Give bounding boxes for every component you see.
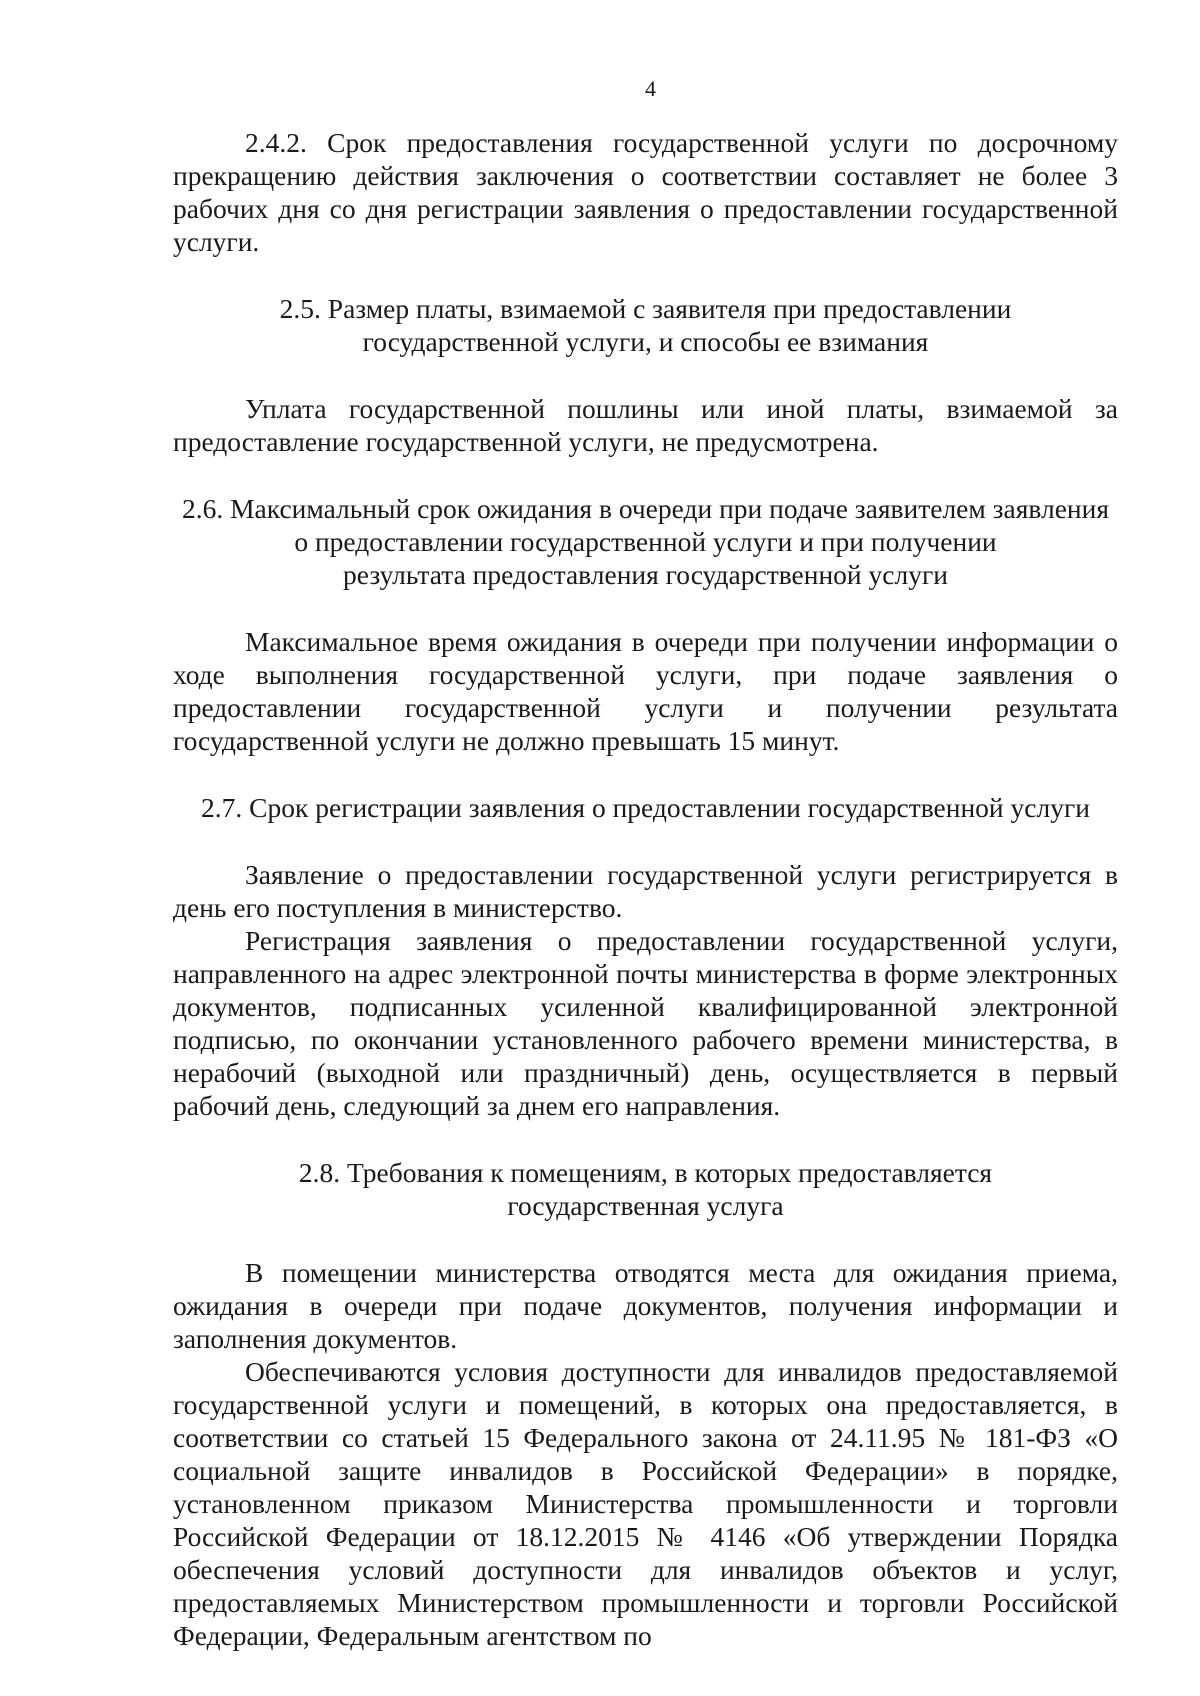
paragraph-2-8-2: Обеспечиваются условия доступности для инвалидов предоставляемой государственной услуги и помещений, в которых она предоставляется, в соответствии со статьей 15 Федерального закона от 24.11.95 № 181-ФЗ «О социальной защите инвалидов в Российской Федерации» в порядке, установленном приказом Министерства промышленности и торговли Российской Федерации от 18.12.2015 № 4146 «Об утверждении Порядка обеспечения условий доступности для инвалидов объектов и услуг, предоставляемых Министерством промышленности и торговли Российской Федерации, Федеральным агентством по (173, 1356, 1118, 1651)
heading-line: результата предоставления государственной услуги (343, 559, 948, 590)
heading-2-8 (173, 1156, 1118, 1222)
paragraph-2-4-2: 2.4.2. Срок предоставления государственной услуги по досрочному прекращению действия заключения о соответствии составляет не более 3 рабочих дня со дня регистрации заявления о предоставлении государственной услуги. (173, 127, 1118, 257)
heading-line: 2.5. Размер платы, взимаемой с заявителя при предоставлении (279, 293, 1012, 324)
heading-line: 2.6. Максимальный срок ожидания в очереди при подаче заявителем заявления (181, 493, 1110, 524)
heading-line: 2.8. Требования к помещениям, в которых предоставляется (298, 1157, 993, 1188)
heading-line: государственной услуги, и способы ее взимания (362, 326, 929, 357)
heading-2-5 (173, 292, 1118, 358)
paragraph-2-5: Уплата государственной пошлины или иной платы, взимаемой за предоставление государственной услуги, не предусмотрена. (173, 393, 1118, 457)
heading-line: о предоставлении государственной услуги и при получении (294, 526, 997, 557)
heading-2-7 (173, 791, 1118, 824)
page-number: 4 (645, 76, 656, 101)
paragraph-2-7-1: Заявление о предоставлении государственной услуги регистрируется в день его поступления в министерство. (173, 859, 1118, 923)
paragraph-2-8-1: В помещении министерства отводятся места для ожидания приема, ожидания в очереди при подаче документов, получения информации и заполнения документов. (173, 1257, 1118, 1354)
heading-line: 2.7. Срок регистрации заявления о предоставлении государственной услуги (201, 792, 1090, 823)
heading-line: государственная услуга (507, 1190, 784, 1221)
heading-2-6 (173, 492, 1118, 591)
paragraph-2-6: Максимальное время ожидания в очереди при получении информации о ходе выполнения государственной услуги, при подаче заявления о предоставлении государственной услуги и получении результата государственной услуги не должно превышать 15 минут. (173, 626, 1118, 756)
paragraph-2-7-2: Регистрация заявления о предоставлении государственной услуги, направленного на адрес электронной почты министерства в форме электронных документов, подписанных усиленной квалифицированной электронной подписью, по окончании установленного рабочего времени министерства, в нерабочий (выходной или праздничный) день, осуществляется в первый рабочий день, следующий за днем его направления. (173, 925, 1118, 1121)
